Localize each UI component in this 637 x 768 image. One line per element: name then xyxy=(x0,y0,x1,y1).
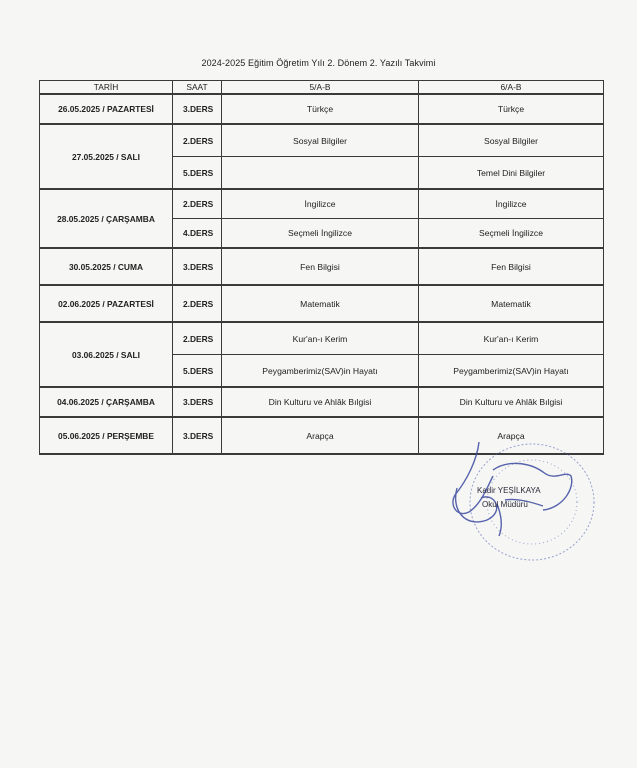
subject-cell-6ab: Arapça xyxy=(419,417,604,454)
signatory-name: Kadir YEŞİLKAYA xyxy=(477,486,541,495)
table-row xyxy=(40,94,604,124)
period-cell: 2.DERS xyxy=(173,189,222,219)
subject-cell-5ab: İngilizce xyxy=(222,189,419,219)
subject-cell-6ab: Matematik xyxy=(419,285,604,322)
date-cell: 05.06.2025 / PERŞEMBE xyxy=(40,417,173,454)
period-cell: 2.DERS xyxy=(173,124,222,157)
subject-cell-5ab: Sosyal Bilgiler xyxy=(222,124,419,157)
subject-cell-6ab: İngilizce xyxy=(419,189,604,219)
date-cell: 28.05.2025 / ÇARŞAMBA xyxy=(40,189,173,248)
subject-cell-5ab: Din Kulturu ve Ahlâk Bılgisi xyxy=(222,387,419,417)
signatory-role: Okul Müdürü xyxy=(482,500,528,509)
subject-cell-6ab: Türkçe xyxy=(419,94,604,124)
table-row xyxy=(40,189,604,219)
subject-cell-6ab: Kur'an-ı Kerim xyxy=(419,322,604,355)
subject-cell-6ab: Peygamberimiz(SAV)in Hayatı xyxy=(419,355,604,388)
period-cell: 3.DERS xyxy=(173,417,222,454)
date-cell: 03.06.2025 / SALI xyxy=(40,322,173,387)
period-cell: 2.DERS xyxy=(173,322,222,355)
table-row xyxy=(40,124,604,157)
period-cell: 2.DERS xyxy=(173,285,222,322)
exam-schedule-table xyxy=(39,80,604,455)
period-cell: 3.DERS xyxy=(173,387,222,417)
subject-cell-6ab: Fen Bilgisi xyxy=(419,248,604,285)
column-header-class-6ab: 6/A-B xyxy=(419,81,604,95)
subject-cell-6ab: Din Kulturu ve Ahlâk Bılgisi xyxy=(419,387,604,417)
date-cell: 26.05.2025 / PAZARTESİ xyxy=(40,94,173,124)
column-header-date: TARİH xyxy=(40,81,173,95)
subject-cell-5ab: Peygamberimiz(SAV)in Hayatı xyxy=(222,355,419,388)
table-row xyxy=(40,387,604,417)
subject-cell-5ab xyxy=(222,157,419,190)
subject-cell-5ab: Türkçe xyxy=(222,94,419,124)
date-cell: 30.05.2025 / CUMA xyxy=(40,248,173,285)
subject-cell-5ab: Seçmeli İngilizce xyxy=(222,219,419,249)
table-row xyxy=(40,285,604,322)
date-cell: 02.06.2025 / PAZARTESİ xyxy=(40,285,173,322)
subject-cell-5ab: Kur'an-ı Kerim xyxy=(222,322,419,355)
table-row xyxy=(40,248,604,285)
subject-cell-6ab: Sosyal Bilgiler xyxy=(419,124,604,157)
date-cell: 27.05.2025 / SALI xyxy=(40,124,173,189)
period-cell: 3.DERS xyxy=(173,248,222,285)
subject-cell-6ab: Temel Dini Bilgiler xyxy=(419,157,604,190)
column-header-class-5ab: 5/A-B xyxy=(222,81,419,95)
subject-cell-5ab: Matematik xyxy=(222,285,419,322)
subject-cell-6ab: Seçmeli İngilizce xyxy=(419,219,604,249)
column-header-period: SAAT xyxy=(173,81,222,95)
period-cell: 4.DERS xyxy=(173,219,222,249)
table-header-row xyxy=(40,81,604,95)
page-title: 2024-2025 Eğitim Öğretim Yılı 2. Dönem 2. Yazılı Takvimi xyxy=(201,58,436,68)
period-cell: 3.DERS xyxy=(173,94,222,124)
period-cell: 5.DERS xyxy=(173,355,222,388)
period-cell: 5.DERS xyxy=(173,157,222,190)
table-row xyxy=(40,322,604,355)
subject-cell-5ab: Arapça xyxy=(222,417,419,454)
subject-cell-5ab: Fen Bilgisi xyxy=(222,248,419,285)
date-cell: 04.06.2025 / ÇARŞAMBA xyxy=(40,387,173,417)
